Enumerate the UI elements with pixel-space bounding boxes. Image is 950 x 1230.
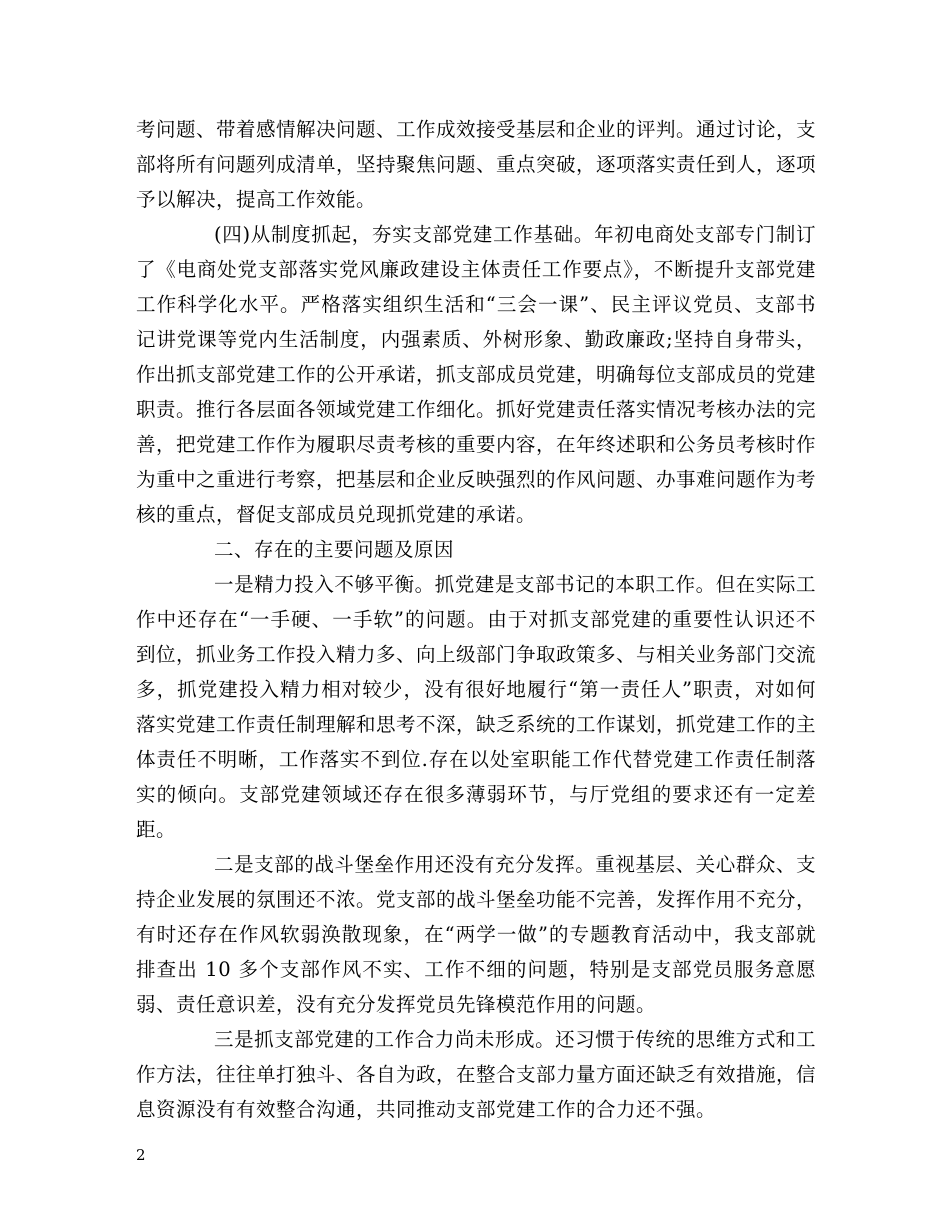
paragraph-problem-two: 二是支部的战斗堡垒作用还没有充分发挥。重视基层、关心群众、支持企业发展的氛围还不浓。党支部的战斗堡垒功能不完善，发挥作用不充分，有时还存在作风软弱涣散现象，在“两学一做”的专题教育活动中，我支部就排查出 10 多个支部作风不实、工作不细的问题，特别是支部党员服务意愿弱、责任意识差，没有充分发挥党员先锋模范作用的问题。 [136,853,817,1016]
paragraph-section-four: (四)从制度抓起，夯实支部党建工作基础。年初电商处支部专门制订了《电商处党支部落实党风廉政建设主体责任工作要点》，不断提升支部党建工作科学化水平。严格落实组织生活和“三会一课”、民主评议党员、支部书记讲党课等党内生活制度，内强素质、外树形象、勤政廉政;坚持自身带头，作出抓支部党建工作的公开承诺，抓支部成员党建，明确每位支部成员的党建职责。推行各层面各领域党建工作细化。抓好党建责任落实情况考核办法的完善，把党建工作作为履职尽责考核的重要内容，在年终述职和公务员考核时作为重中之重进行考察，把基层和企业反映强烈的作风问题、办事难问题作为考核的重点，督促支部成员兑现抓党建的承诺。 [136,223,817,526]
paragraph-problem-one: 一是精力投入不够平衡。抓党建是支部书记的本职工作。但在实际工作中还存在“一手硬、一手软”的问题。由于对抓支部党建的重要性认识还不到位，抓业务工作投入精力多、向上级部门争取政策多、与相关业务部门交流多，抓党建投入精力相对较少，没有很好地履行“第一责任人”职责，对如何落实党建工作责任制理解和思考不深，缺乏系统的工作谋划，抓党建工作的主体责任不明晰，工作落实不到位.存在以处室职能工作代替党建工作责任制落实的倾向。支部党建领域还存在很多薄弱环节，与厅党组的要求还有一定差距。 [136,573,817,841]
section-heading-problems: 二、存在的主要问题及原因 [214,538,455,561]
paragraph-problem-three: 三是抓支部党建的工作合力尚未形成。还习惯于传统的思维方式和工作方法，往往单打独斗、各自为政，在整合支部力量方面还缺乏有效措施，信息资源没有有效整合沟通，共同推动支部党建工作的合力还不强。 [136,1028,817,1121]
page-number: 2 [136,1146,146,1164]
document-body [136,112,816,1127]
paragraph-continuation: 考问题、带着感情解决问题、工作成效接受基层和企业的评判。通过讨论，支部将所有问题列成清单，坚持聚焦问题、重点突破，逐项落实责任到人，逐项予以解决，提高工作效能。 [136,118,817,211]
